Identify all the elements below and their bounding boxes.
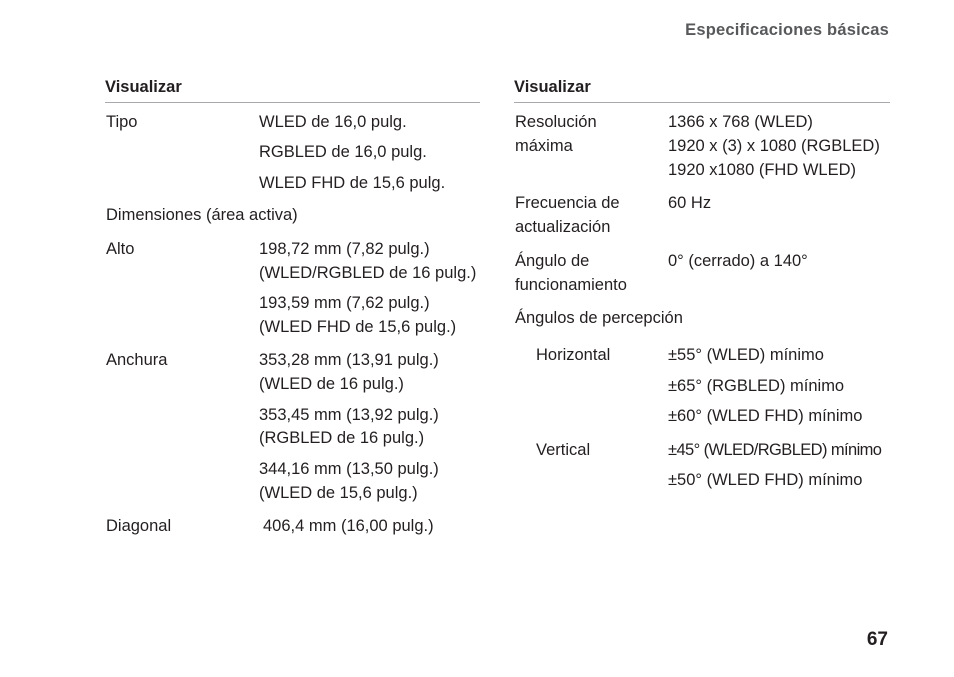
value-horizontal-2: ±65° (RGBLED) mínimo xyxy=(668,377,845,395)
running-head: Especificaciones básicas xyxy=(685,21,889,39)
label-angulo-2: funcionamiento xyxy=(515,276,627,294)
label-vertical: Vertical xyxy=(536,441,591,459)
label-dimensiones: Dimensiones (área activa) xyxy=(106,206,298,224)
label-diagonal: Diagonal xyxy=(106,517,172,535)
label-resolucion-2: máxima xyxy=(515,137,573,155)
label-horizontal: Horizontal xyxy=(536,346,611,364)
value-anchura-2a: 353,45 mm (13,92 pulg.) xyxy=(259,406,439,424)
value-horizontal-1: ±55° (WLED) mínimo xyxy=(668,346,824,364)
value-alto-2b: (WLED FHD de 15,6 pulg.) xyxy=(259,318,457,336)
value-resolucion-2: 1920 x (3) x 1080 (RGBLED) xyxy=(668,137,880,155)
value-frecuencia: 60 Hz xyxy=(668,194,712,212)
label-alto: Alto xyxy=(106,240,135,258)
label-angulo-1: Ángulo de xyxy=(515,252,590,270)
value-alto-1b: (WLED/RGBLED de 16 pulg.) xyxy=(259,264,477,282)
label-resolucion-1: Resolución xyxy=(515,113,597,131)
page-number: 67 xyxy=(866,629,888,650)
value-anchura-2b: (RGBLED de 16 pulg.) xyxy=(259,429,425,447)
value-anchura-3a: 344,16 mm (13,50 pulg.) xyxy=(259,460,439,478)
value-anchura-3b: (WLED de 15,6 pulg.) xyxy=(259,484,418,502)
value-tipo-2: RGBLED de 16,0 pulg. xyxy=(259,143,427,161)
left-spec-table xyxy=(105,76,480,535)
label-tipo: Tipo xyxy=(106,113,138,131)
value-vertical-1: ±45° (WLED/RGBLED) mínimo xyxy=(668,441,882,459)
label-percepcion: Ángulos de percepción xyxy=(515,309,683,327)
right-spec-table xyxy=(514,76,890,489)
value-diagonal: 406,4 mm (16,00 pulg.) xyxy=(263,517,434,535)
label-frecuencia-2: actualización xyxy=(515,218,611,236)
value-angulo: 0° (cerrado) a 140° xyxy=(668,252,808,270)
value-tipo-3: WLED FHD de 15,6 pulg. xyxy=(259,174,446,192)
value-resolucion-3: 1920 x1080 (FHD WLED) xyxy=(668,161,856,179)
value-vertical-2: ±50° (WLED FHD) mínimo xyxy=(668,471,863,489)
section-heading: Visualizar xyxy=(105,76,480,103)
value-resolucion-1: 1366 x 768 (WLED) xyxy=(668,113,813,131)
label-anchura: Anchura xyxy=(106,351,168,369)
label-frecuencia-1: Frecuencia de xyxy=(515,194,620,212)
value-anchura-1a: 353,28 mm (13,91 pulg.) xyxy=(259,351,439,369)
value-horizontal-3: ±60° (WLED FHD) mínimo xyxy=(668,407,863,425)
value-anchura-1b: (WLED de 16 pulg.) xyxy=(259,375,404,393)
value-alto-1a: 198,72 mm (7,82 pulg.) xyxy=(259,240,430,258)
value-alto-2a: 193,59 mm (7,62 pulg.) xyxy=(259,294,430,312)
section-heading: Visualizar xyxy=(514,76,890,103)
value-tipo-1: WLED de 16,0 pulg. xyxy=(259,113,407,131)
